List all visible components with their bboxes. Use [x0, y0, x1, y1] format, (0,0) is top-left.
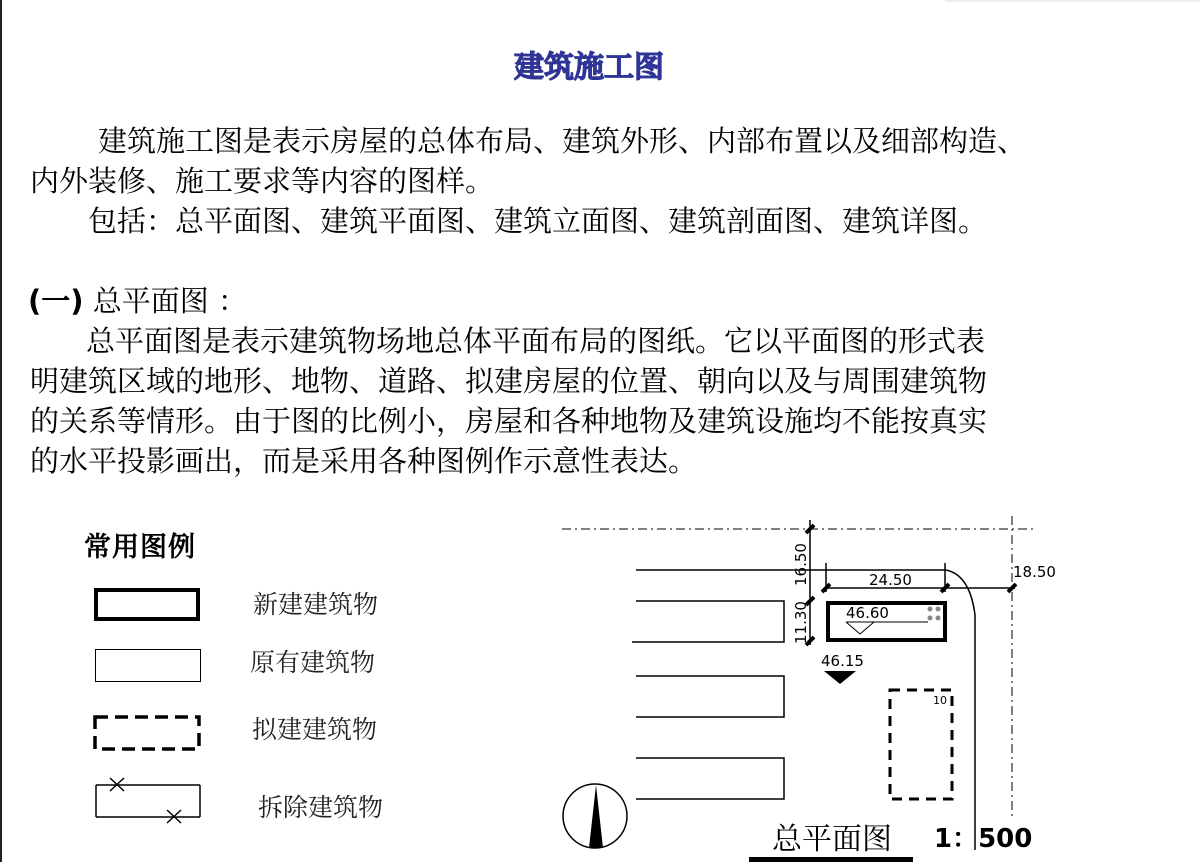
floors-dots-icon [928, 607, 941, 621]
legend-label-proposed-building: 拟建建筑物 [252, 715, 378, 744]
section-line-3: 的关系等情形。由于图的比例小，房屋和各种地物及建筑设施均不能按真实 [30, 404, 988, 438]
section-line-2: 明建筑区域的地形、地物、道路、拟建房屋的位置、朝向以及与周围建筑物 [30, 364, 988, 398]
north-arrow-icon [563, 784, 627, 848]
dimension-horizontal [822, 563, 1016, 592]
includes-paragraph: 包括：总平面图、建筑平面图、建筑立面图、建筑剖面图、建筑详图。 [88, 204, 988, 238]
legend-title: 常用图例 [84, 532, 196, 563]
legend-symbol-demolished-building [96, 778, 200, 823]
dim-label-16-50: 16.50 [792, 543, 810, 586]
floor-elevation-marker [846, 622, 874, 634]
legend-label-new-building: 新建建筑物 [253, 590, 379, 619]
legend-symbol-proposed-building [95, 717, 199, 749]
intro-line-2: 内外装修、施工要求等内容的图样。 [30, 164, 495, 198]
section-line-4: 的水平投影画出，而是采用各种图例作示意性表达。 [30, 444, 698, 478]
dim-label-11-30: 11.30 [792, 601, 810, 644]
slide-title: 建筑施工图 [514, 50, 664, 85]
site-plan-scale: 1：500 [934, 824, 1033, 854]
intro-line-1: 建筑施工图是表示房屋的总体布局、建筑外形、内部布置以及细部构造、 [98, 124, 1027, 158]
legend-label-demolished-building: 拆除建筑物 [258, 793, 384, 822]
ground-elevation-marker [824, 671, 856, 684]
dim-label-24-50: 24.50 [869, 571, 912, 589]
ground-elevation-label: 46.15 [821, 652, 864, 670]
section-heading-text: 总平面图 ： [83, 284, 247, 318]
section-number: (一) [28, 284, 84, 318]
floor-elevation-label: 46.60 [846, 604, 889, 622]
site-plan-caption: 总平面图 [772, 822, 892, 857]
proposed-floors-label: 10 [933, 694, 947, 707]
caption-underline [749, 857, 913, 862]
dim-label-18-50: 18.50 [1013, 563, 1056, 581]
legend-label-existing-building: 原有建筑物 [250, 648, 376, 677]
section-line-1: 总平面图是表示建筑物场地总体平面布局的图纸。它以平面图的形式表 [86, 324, 986, 358]
road-curve [946, 570, 975, 850]
